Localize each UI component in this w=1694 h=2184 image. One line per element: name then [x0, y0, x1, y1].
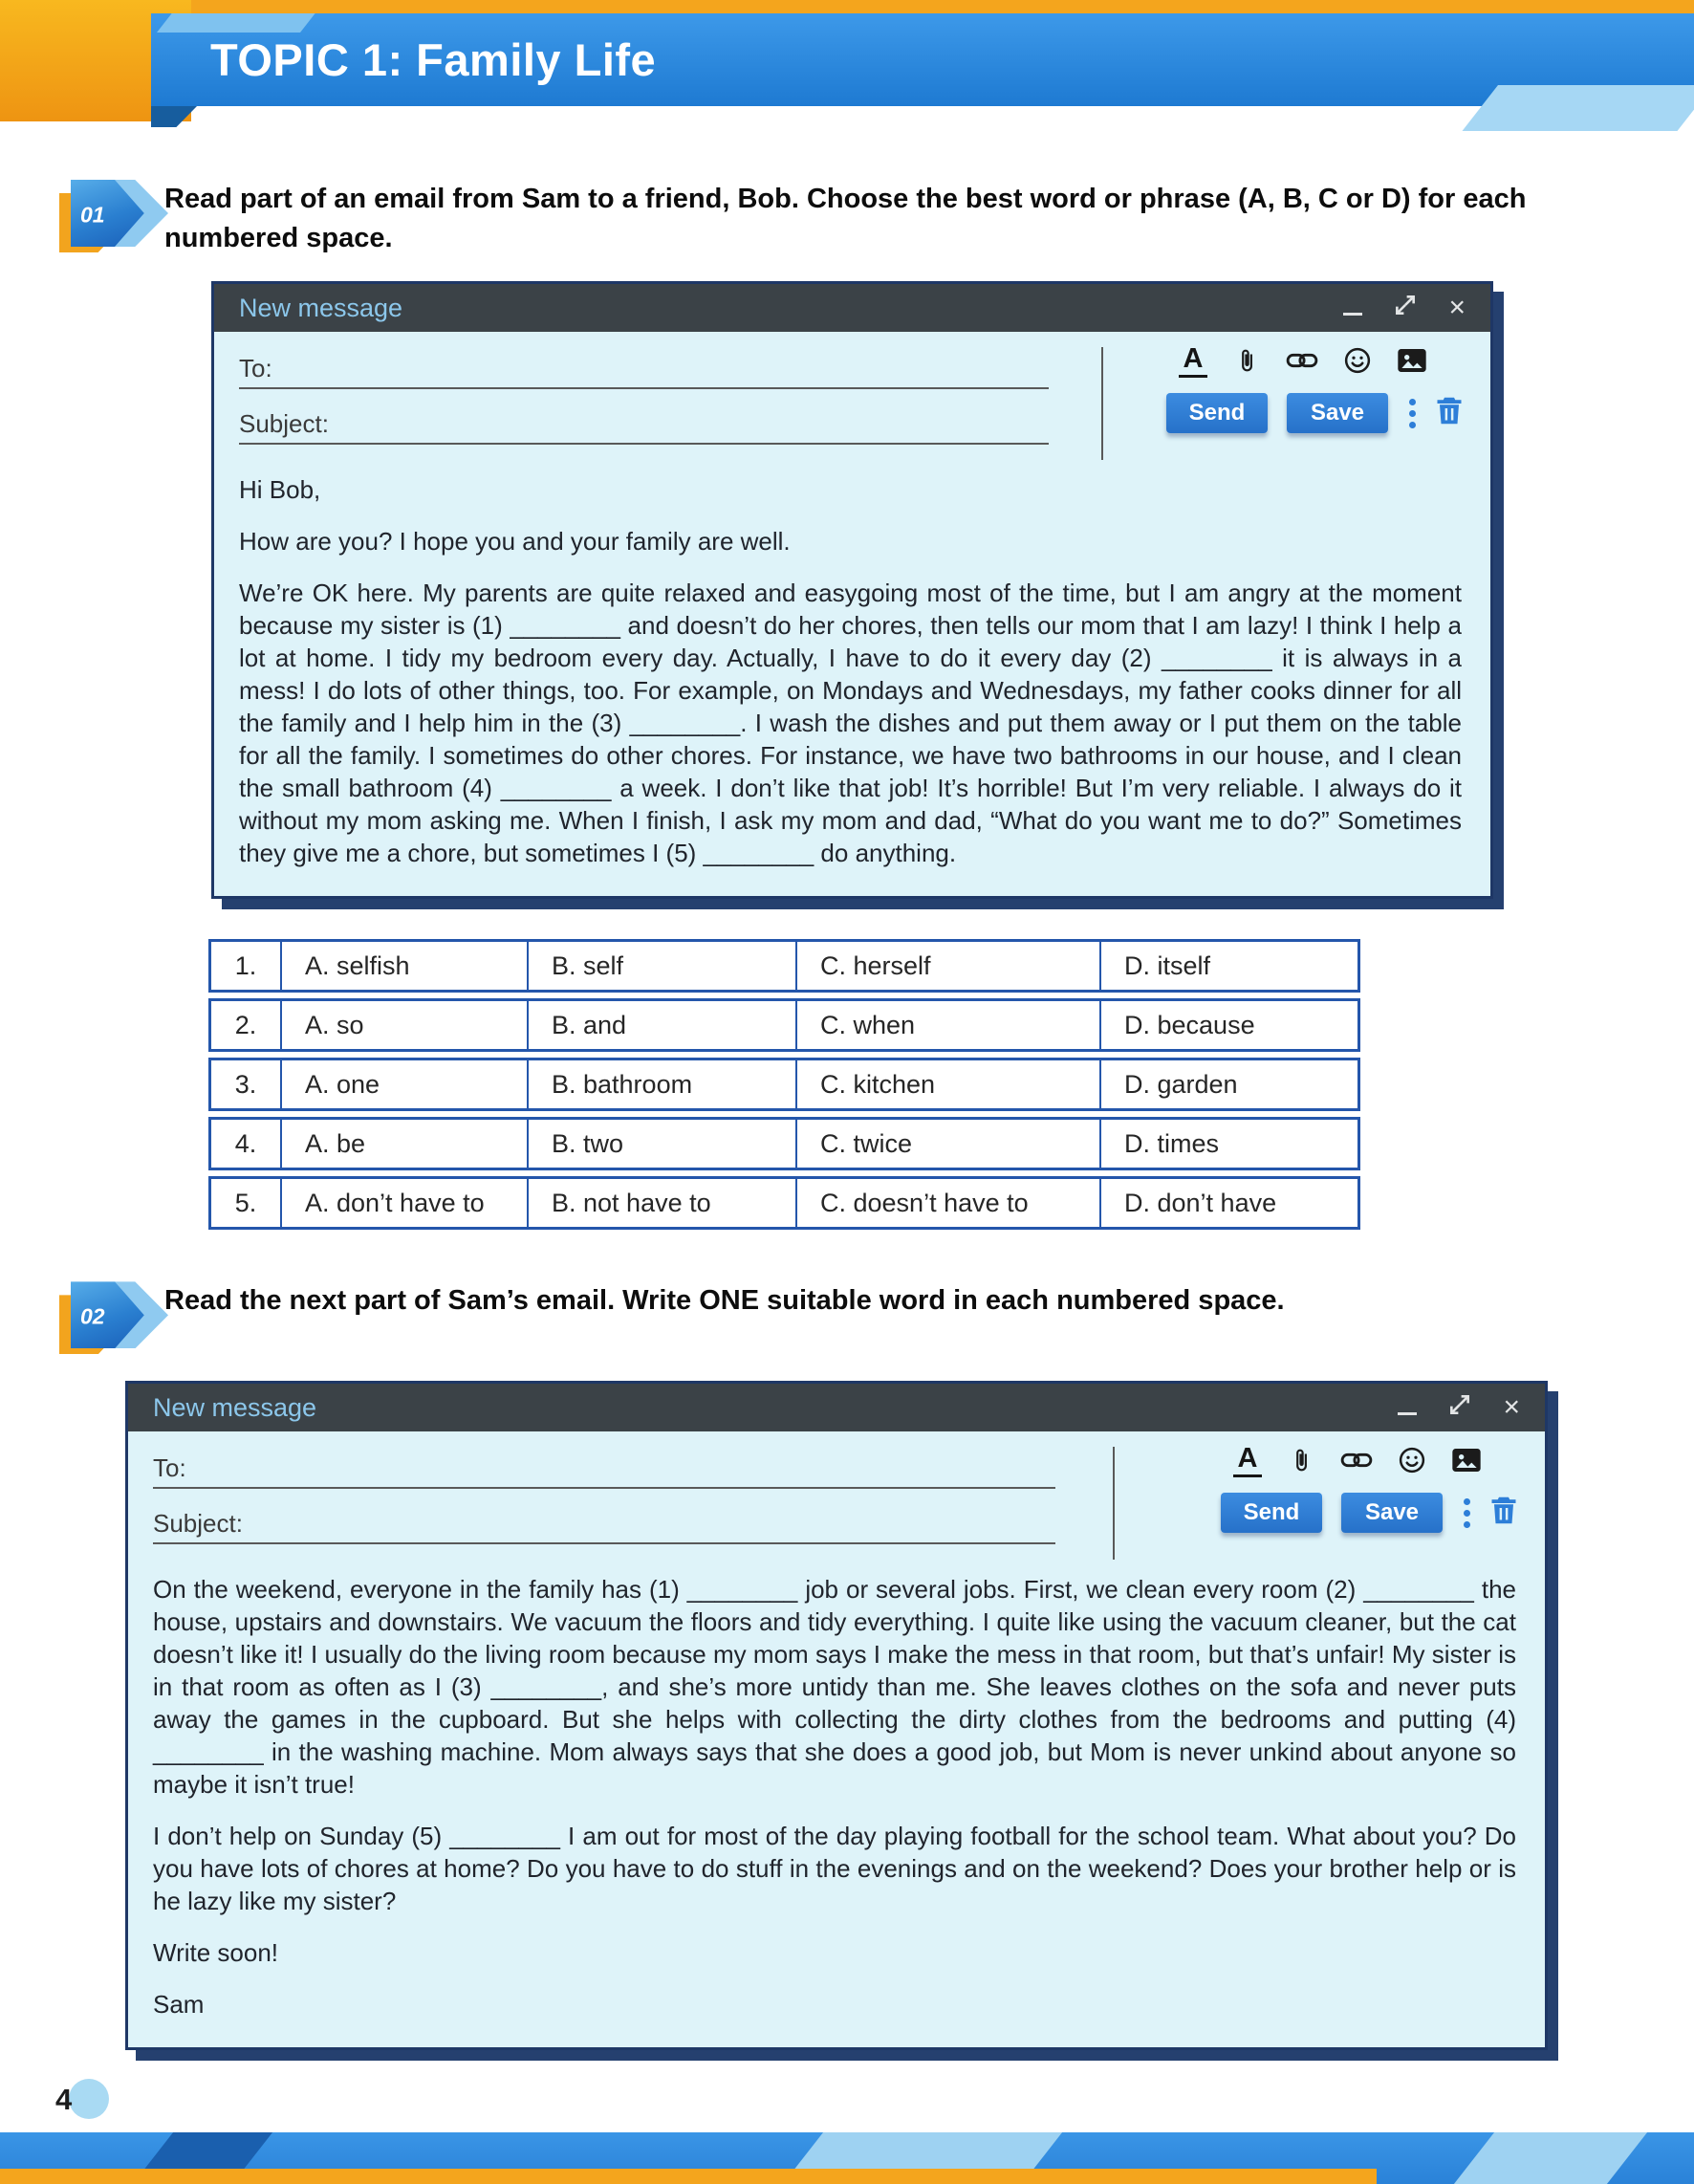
page-number-text: 4: [55, 2083, 73, 2116]
email-titlebar: [128, 1384, 1545, 1431]
send-button[interactable]: Send: [1166, 393, 1268, 433]
table-row: [208, 1058, 1360, 1111]
send-button[interactable]: Send: [1221, 1493, 1322, 1533]
email-message-2: [153, 1573, 1520, 2020]
page-footer: [0, 2132, 1694, 2184]
row-number: 3.: [234, 1069, 257, 1099]
table-row: [208, 998, 1360, 1052]
table-row: [208, 1176, 1360, 1230]
popout-icon[interactable]: [1447, 1392, 1472, 1423]
option-a: A. one: [280, 1060, 527, 1108]
exercise-2-marker: [71, 1281, 182, 1352]
page-number: [54, 2079, 115, 2123]
option-c: C. doesn’t have to: [795, 1179, 1099, 1227]
more-options-icon[interactable]: [1464, 1498, 1470, 1528]
email-paragraph: We’re OK here. My parents are quite relaxed and easygoing most of the time, but I am angry at the moment because my sister is (1) ________ and doesn’t do her chores, then tells our mom that I am lazy! I think I help a lot at home. I tidy my bedroom every day. Actually, I have to do it every day (2) ________ it is always in a mess! I do lots of other things, too. For example, on Mondays and Wednesdays, my father cooks dinner for all the family and I help him in the (3) ________. I wash the dishes and put them away or I put them on the table for all the family. I sometimes do other chores. For instance, we have two bathrooms in our house, and I clean the small bathroom (4) ________ a week. I don’t like that job! It’s horrible! But I’m very reliable. I always do it without my mom asking me. When I finish, I ask my mom and dad, “What do you want me to do?” Sometimes they give me a chore, but sometimes I (5) ________ do anything.: [239, 579, 1462, 868]
format-text-icon[interactable]: A: [1233, 1443, 1262, 1477]
window-controls: [1398, 1392, 1520, 1423]
email-window-title: New message: [153, 1392, 317, 1422]
minimize-icon[interactable]: [1343, 313, 1362, 316]
topic-title: TOPIC 1: Family Life: [210, 34, 657, 85]
option-c: C. kitchen: [795, 1060, 1099, 1108]
option-c: C. twice: [795, 1120, 1099, 1168]
row-number: 1.: [234, 950, 257, 980]
email-body: [214, 332, 1490, 896]
option-b: B. two: [527, 1120, 795, 1168]
toolbar-divider: [1101, 347, 1103, 460]
option-b: B. not have to: [527, 1179, 795, 1227]
insert-image-icon[interactable]: [1451, 1443, 1482, 1477]
format-text-icon[interactable]: A: [1179, 343, 1207, 378]
to-label: To:: [153, 1453, 186, 1483]
email-paragraph: How are you? I hope you and your family are well.: [239, 527, 791, 557]
table-row: [208, 1117, 1360, 1170]
option-d: D. garden: [1099, 1060, 1357, 1108]
subject-label: Subject:: [239, 409, 329, 439]
footer-orange-strip: [0, 2169, 1377, 2184]
email-window-title: New message: [239, 293, 403, 322]
option-d: D. don’t have: [1099, 1179, 1357, 1227]
email-paragraph: On the weekend, everyone in the family has (1) ________ job or several jobs. First, we clean every room (2) ________ the house, upstairs and downstairs. We vacuum the floors and tidy everything. I quite like using the vacuum cleaner, but the cat doesn’t like it! I usually do the living room because my mom says I make the mess in that room, but that’s unfair! My sister is in that room as often as I (3) ________, and she’s more untidy than me. She leaves clothes on the sofa and never puts away the games in the cupboard. But she helps with collecting the dirty clothes from the bedrooms and putting (4) ________ in the washing machine. Mom always says that she does a good job, but Mom is never unkind about anyone so maybe it isn’t true!: [153, 1575, 1516, 1800]
subject-field[interactable]: [153, 1504, 1055, 1544]
table-row: [208, 939, 1360, 993]
exercise-1-instruction: Read part of an email from Sam to a friend, Bob. Choose the best word or phrase (A, B, C or D) for each numbered space.: [164, 184, 1527, 254]
formatting-icons-row: [1119, 343, 1464, 378]
window-controls: [1343, 293, 1466, 323]
exercise-2-header: [0, 1281, 1694, 1356]
row-number: 4.: [234, 1128, 257, 1158]
trash-icon[interactable]: [1435, 395, 1464, 431]
attachment-icon[interactable]: [1232, 343, 1261, 378]
row-number: 2.: [234, 1010, 257, 1039]
email-toolbar: [1136, 1443, 1518, 1533]
option-a: A. selfish: [280, 942, 527, 990]
option-d: D. times: [1099, 1120, 1357, 1168]
row-number: 5.: [234, 1188, 257, 1217]
email-paragraph: I don’t help on Sunday (5) ________ I am out for most of the day playing football for the school team. What about you? Do you have lots of chores at home? Do you have to do stuff in the evenings and on the weekend? Does your brother help or is he lazy like my sister?: [153, 1822, 1516, 1916]
option-a: A. so: [280, 1001, 527, 1049]
popout-icon[interactable]: [1393, 293, 1418, 323]
to-field[interactable]: [153, 1449, 1055, 1489]
close-icon[interactable]: ×: [1448, 292, 1466, 324]
insert-image-icon[interactable]: [1397, 343, 1427, 378]
link-icon[interactable]: [1286, 343, 1318, 378]
email-message-1: [239, 473, 1466, 869]
email-paragraph: Hi Bob,: [239, 475, 321, 505]
attachment-icon[interactable]: [1287, 1443, 1315, 1477]
close-icon[interactable]: ×: [1503, 1391, 1520, 1424]
page-header: [0, 0, 1694, 145]
email-fields: [153, 1449, 1055, 1544]
to-label: To:: [239, 354, 272, 383]
action-buttons-row: [1136, 1493, 1518, 1533]
toolbar-divider: [1113, 1447, 1115, 1560]
email-paragraph: Write soon!: [153, 1938, 279, 1968]
option-a: A. be: [280, 1120, 527, 1168]
email-window-1: [211, 281, 1493, 899]
topic-banner: [151, 13, 1694, 106]
email-titlebar: [214, 284, 1490, 332]
options-table: [208, 939, 1360, 1230]
page-number-circle: [69, 2079, 109, 2119]
subject-field[interactable]: [239, 404, 1049, 445]
option-c: C. herself: [795, 942, 1099, 990]
option-b: B. self: [527, 942, 795, 990]
more-options-icon[interactable]: [1409, 399, 1416, 428]
exercise-number: 01: [80, 202, 105, 228]
minimize-icon[interactable]: [1398, 1412, 1417, 1415]
action-buttons-row: [1119, 393, 1464, 433]
subject-label: Subject:: [153, 1509, 243, 1539]
save-button[interactable]: Save: [1287, 393, 1388, 433]
option-d: D. because: [1099, 1001, 1357, 1049]
to-field[interactable]: [239, 349, 1049, 389]
email-window-2: [125, 1381, 1548, 2050]
emoji-icon[interactable]: [1398, 1443, 1426, 1477]
option-c: C. when: [795, 1001, 1099, 1049]
formatting-icons-row: [1136, 1443, 1518, 1477]
option-a: A. don’t have to: [280, 1179, 527, 1227]
option-d: D. itself: [1099, 942, 1357, 990]
exercise-2-instruction: Read the next part of Sam’s email. Write ONE suitable word in each numbered space.: [164, 1285, 1285, 1317]
exercise-1-header: [0, 180, 1694, 258]
emoji-icon[interactable]: [1343, 343, 1372, 378]
trash-icon[interactable]: [1489, 1495, 1518, 1531]
link-icon[interactable]: [1340, 1443, 1373, 1477]
exercise-1-marker: [71, 180, 182, 251]
option-b: B. bathroom: [527, 1060, 795, 1108]
option-b: B. and: [527, 1001, 795, 1049]
email-fields: [239, 349, 1049, 445]
email-paragraph: Sam: [153, 1990, 205, 2020]
save-button[interactable]: Save: [1341, 1493, 1443, 1533]
exercise-number: 02: [80, 1303, 105, 1329]
email-toolbar: [1119, 343, 1464, 433]
email-body: [128, 1431, 1545, 2047]
